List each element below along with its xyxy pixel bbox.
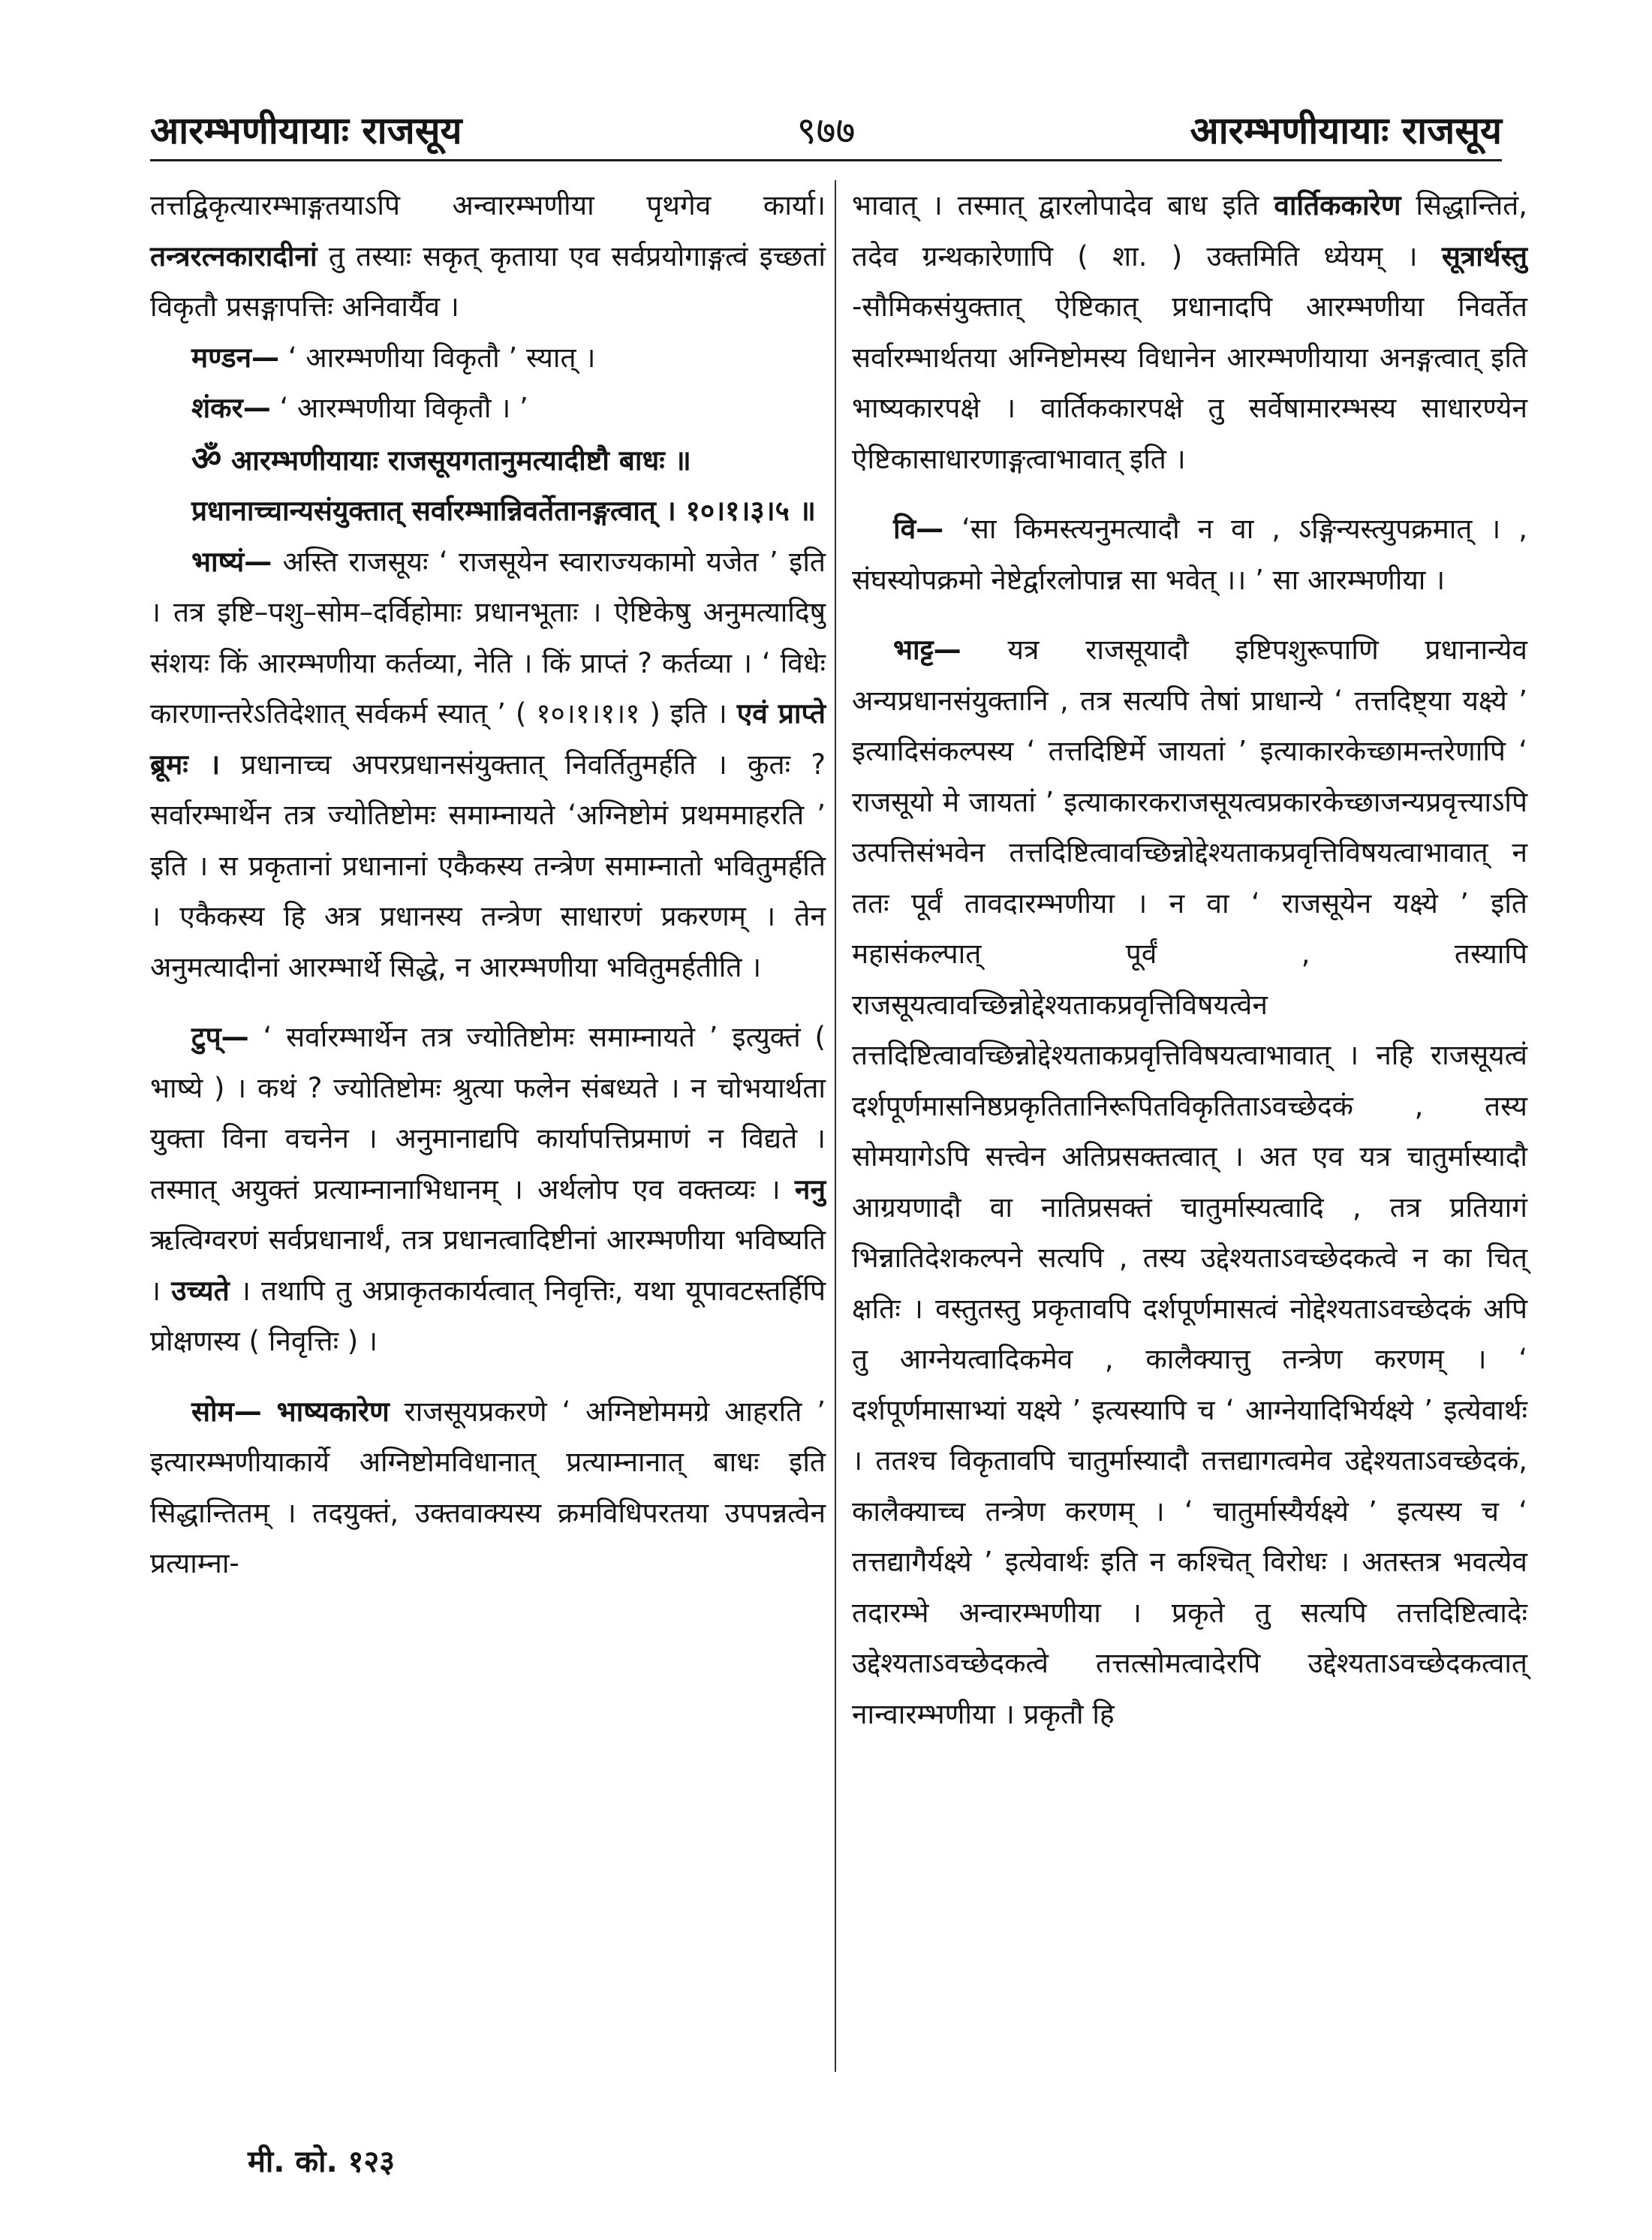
soma-paragraph: सोम— भाष्यकारेण राजसूयप्रकरणे ‘ अग्निष्टोममग्रे आहरति ’ इत्यारम्भणीयाकार्ये अग्निष्टोमविधानात् प्रत्याम्नानात् बाधः इति सिद्धान्तितम् । तदयुक्तं, उक्तवाक्यस्य क्रमविधिपरतया उपपन्नत्वेन प्रत्याम्ना- (150, 1395, 826, 1579)
page-header (150, 90, 1502, 158)
sutra-text: प्रधानाच्चान्यसंयुक्तात् सर्वारम्भान्निवर्तेतानङ्गत्वात् । १०।१।३।५ ॥ (191, 495, 816, 527)
column-divider (835, 180, 836, 2072)
left-column (150, 180, 826, 1589)
section-heading: ॐ आरम्भणीयायाः राजसूयगतानुमत्यादीष्टौ बाधः ॥ (191, 439, 691, 478)
mandana-quote: मण्डन— ‘ आरम्भणीया विकृतौ ’ स्यात् । (191, 341, 596, 374)
tup-paragraph: टुप्— ‘ सर्वारम्भार्थेन तत्र ज्योतिष्टोमः समाम्नायते ’ इत्युक्तं ( भाष्ये ) । कथं ? ज्योतिष्टोमः श्रुत्या फलेन संबध्यते । न चोभयार्थता युक्ता विना वचनेन । अनुमानाद्यपि कार्यापत्तिप्रमाणं न विद्यते । तस्मात् अयुक्तं प्रत्याम्नानाभिधानम् । अर्थलोप एव वक्तव्यः । ननु ऋत्विग्वरणं सर्वप्रधानार्थं, तत्र प्रधानत्वादिष्टीनां आरम्भणीया भविष्यति । उच्यते । तथापि तु अप्राकृतकार्यत्वात् निवृत्तिः, यथा यूपावटस्तर्हिपि प्रोक्षणस्य ( निवृत्तिः ) । (150, 1021, 826, 1357)
om-icon: ॐ (191, 439, 222, 478)
signature-mark: मी. को. १२३ (248, 2145, 396, 2179)
bold-term: तन्त्ररत्नकारादीनां (150, 239, 317, 272)
bhashya-paragraph: भाष्यं— अस्ति राजसूयः ‘ राजसूयेन स्वाराज्यकामो यजेत ’ इति । तत्र इष्टि–पशु–सोम–दर्विहोमाः प्रधानभूताः । ऐष्टिकेषु अनुमत्यादिषु संशयः किं आरम्भणीया कर्तव्या, नेति । किं प्राप्तं ? कर्तव्या । ‘ विधेः कारणान्तरेऽतिदेशात् सर्वकर्म स्यात् ’ ( १०।१।१।१ ) इति । एवं प्राप्ते ब्रूमः । प्रधानाच्च अपरप्रधानसंयुक्तात् निवर्तितुमर्हति । कुतः ? सर्वारम्भार्थेन तत्र ज्योतिष्टोमः समाम्नायते ‘अग्निष्टोमं प्रथममाहरति ’ इति । स प्रकृतानां प्रधानानां एकैकस्य तन्त्रेण समाम्नातो भवितुमर्हति । एकैकस्य हि अत्र प्रधानस्य तन्त्रेण साधारणं प्रकरणम् । तेन अनुमत्यादीनां आरम्भार्थे सिद्धे, न आरम्भणीया भवितुमर्हतीति । (150, 545, 826, 983)
running-title-right: आरम्भणीयायाः राजसूय (1190, 109, 1502, 152)
bhatta-paragraph: भाट्ट— यत्र राजसूयादौ इष्टिपशुरूपाणि प्रधानान्येव अन्यप्रधानसंयुक्तानि , तत्र सत्यपि तेषां प्राधान्ये ‘ तत्तदिष्ट्या यक्ष्ये ’ इत्यादिसंकल्पस्य ‘ तत्तदिष्टिर्मे जायतां ’ इत्याकारकेच्छामन्तरेणापि ‘ राजसूयो मे जायतां ’ इत्याकारकराजसूयत्वप्रकारकेच्छाजन्यप्रवृत्त्याऽपि उत्पत्तिसंभवेन तत्तदिष्टित्वावच्छिन्नोद्देश्यताकप्रवृत्तिविषयत्वाभावात् न ततः पूर्वं तावदारम्भणीया । न वा ‘ राजसूयेन यक्ष्ये ’ इति महासंकल्पात् पूर्वं , तस्यापि राजसूयत्वावच्छिन्नोद्देश्यताकप्रवृत्तिविषयत्वेन तत्तदिष्टित्वावच्छिन्नोद्देश्यताकप्रवृत्तिविषयत्वाभावात् । नहि राजसूयत्वं दर्शपूर्णमासनिष्ठप्रकृतितानिरूपितविकृतिताऽवच्छेदकं , तस्य सोमयागेऽपि सत्त्वेन अतिप्रसक्तत्वात् । अत एव यत्र चातुर्मास्यादौ आग्रयणादौ वा नातिप्रसक्तं चातुर्मास्यत्वादि , तत्र प्रतियागं भिन्नातिदेशकल्पने सत्यपि , तस्य उद्देश्यताऽवच्छेदकत्वे न का चित् क्षतिः । वस्तुतस्तु प्रकृतावपि दर्शपूर्णमासत्वं नोद्देश्यताऽवच्छेदकं अपि तु आग्नेयत्वादिकमेव , कालैक्यात्तु तन्त्रेण करणम् । ‘ दर्शपूर्णमासाभ्यां यक्ष्ये ’ इत्यस्यापि च ‘ आग्नेयादिभिर्यक्ष्ये ’ इत्येवार्थः । ततश्च विकृतावपि चातुर्मास्यादौ तत्तद्यागत्वमेव उद्देश्यताऽवच्छेदकं, कालैक्याच्च तन्त्रेण करणम् । ‘ चातुर्मास्यैर्यक्ष्ये ’ इत्यस्य च ‘ तत्तद्यागैर्यक्ष्ये ’ इत्येवार्थः इति न कश्चित् विरोधः । अतस्तत्र भवत्येव तदारम्भे अन्वारम्भणीया । प्रकृते तु सत्यपि तत्तदिष्टित्वादेः उद्देश्यताऽवच्छेदकत्वे तत्तत्सोमत्वादेरपि उद्देश्यताऽवच्छेदकत्वात् नान्वारम्भणीया । प्रकृतौ हि (852, 634, 1527, 1730)
header-rule (150, 159, 1502, 161)
paragraph-continued: भावात् । तस्मात् द्वारलोपादेव बाध इति वार्तिककारेण सिद्धान्तितं, तदेव ग्रन्थकारेणापि ( शा. ) उक्तमिति ध्येयम् । सूत्रार्थस्तु -सौमिकसंयुक्तात् ऐष्टिकात् प्रधानादपि आरम्भणीया निवर्तेत सर्वारम्भार्थतया अग्निष्टोमस्य विधानेन आरम्भणीयाया अनङ्गत्वात् इति भाष्यकारपक्षे । वार्तिककारपक्षे तु सर्वेषामारम्भस्य साधारण्येन ऐष्टिकासाधारणाङ्गत्वाभावात् इति । (852, 189, 1528, 475)
running-title-left: आरम्भणीयायाः राजसूय (150, 109, 462, 152)
right-column (852, 180, 1527, 1739)
page-number: ९७७ (796, 109, 856, 152)
paragraph-intro: तत्तद्विकृत्यारम्भाङ्गतयाऽपि अन्वारम्भणीया पृथगेव कार्या। तन्त्ररत्नकारादीनां तु तस्याः सकृत् कृताया एव सर्वप्रयोगाङ्गत्वं इच्छतां विकृतौ प्रसङ्गापत्तिः अनिवार्यैव । (150, 189, 826, 323)
vi-verse: वि— ‘सा किमस्त्यनुमत्यादौ न वा , ऽङ्गिन्यस्त्युपक्रमात् । , संघस्योपक्रमो नेष्टेर्द्वारलोपान्न सा भवेत् ।। ’ सा आरम्भणीया । (852, 513, 1528, 596)
shankara-quote: शंकर— ‘ आरम्भणीया विकृतौ । ’ (191, 392, 528, 424)
